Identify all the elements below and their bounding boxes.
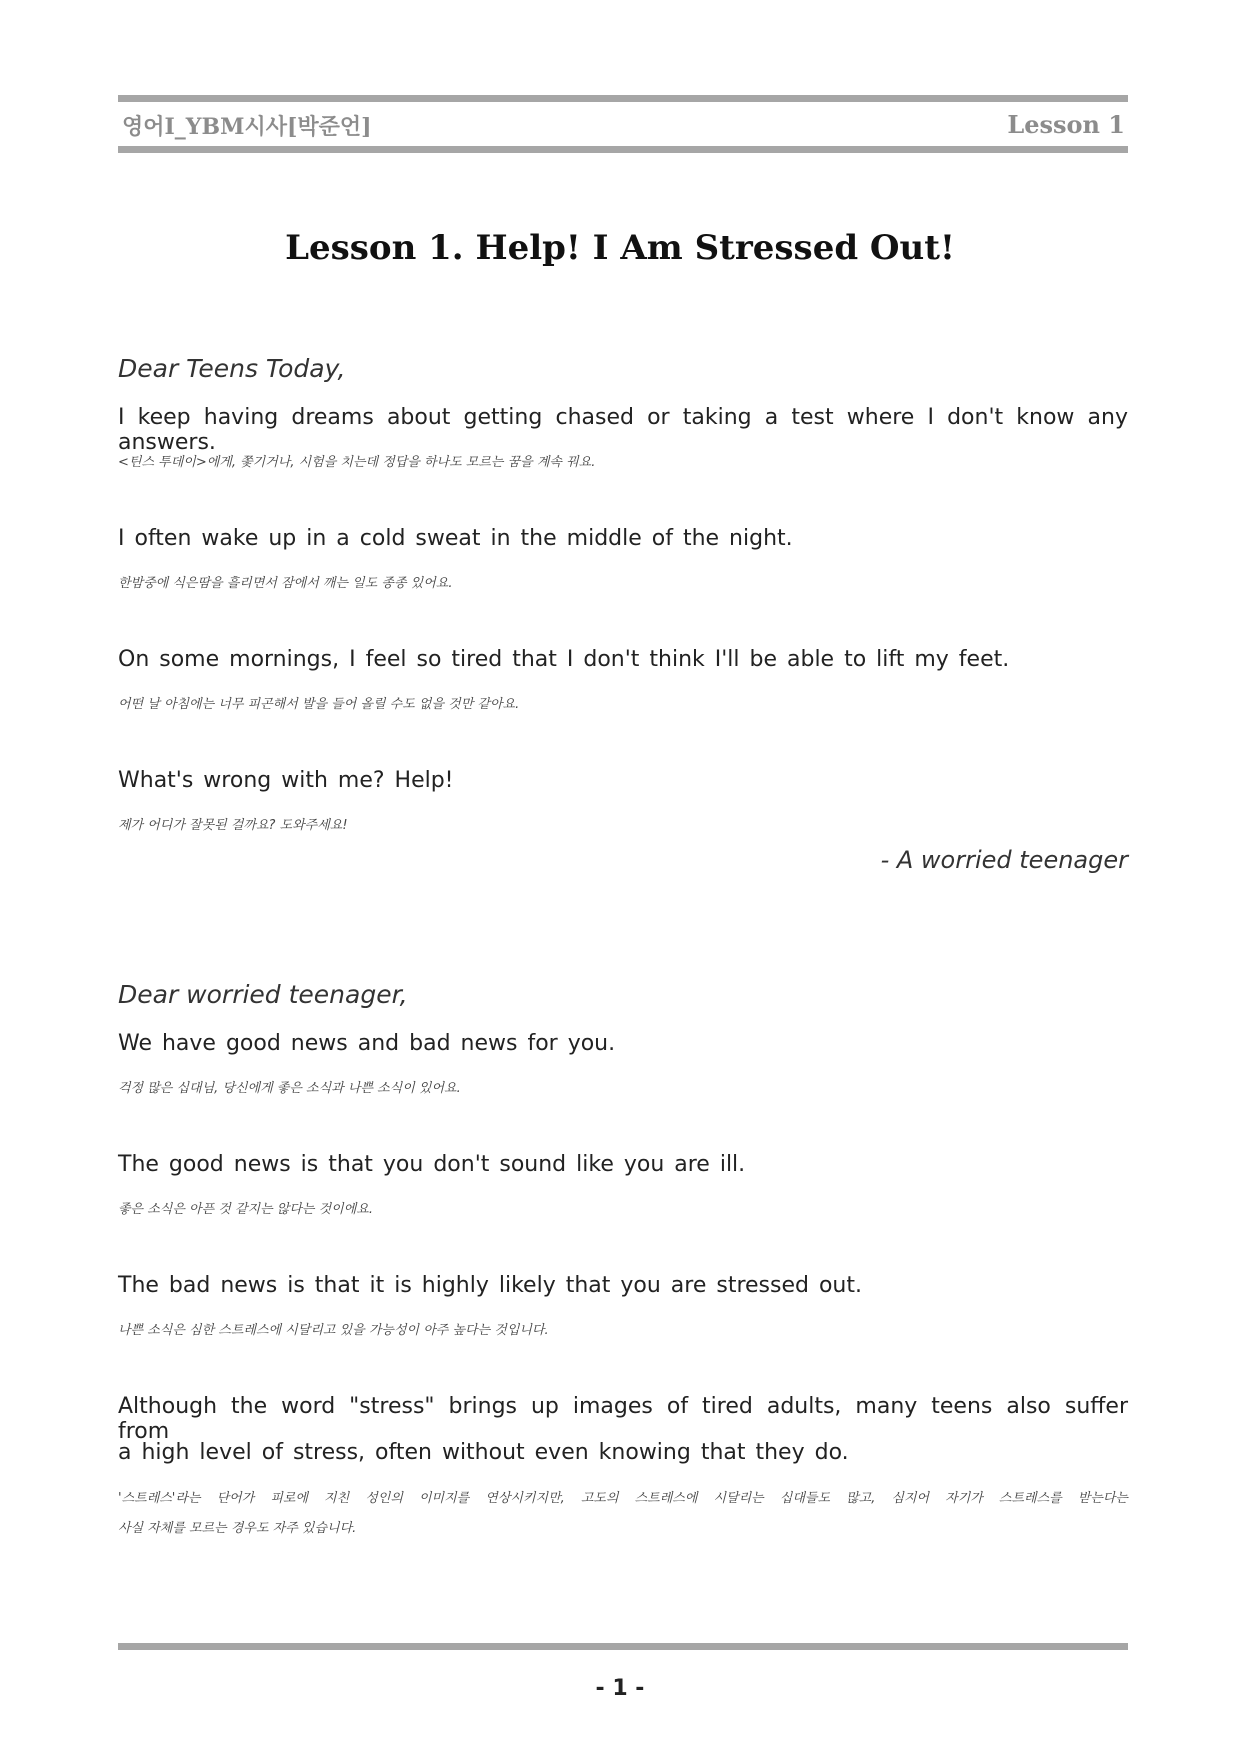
- header-bottom-rule: [118, 146, 1128, 153]
- letter1-sentence-2: I often wake up in a cold sweat in the middle of the night.: [118, 526, 793, 551]
- lesson-title: Lesson 1. Help! I Am Stressed Out!: [285, 228, 955, 268]
- letter2-sentence-4-line1: Although the word "stress" brings up images of tired adults, many teens also suffer from: [118, 1394, 1128, 1444]
- letter1-translation-3: 어떤 날 아침에는 너무 피곤해서 발을 들어 올릴 수도 없을 것만 같아요.: [118, 697, 520, 712]
- letter2-salutation: Dear worried teenager,: [118, 980, 408, 1009]
- letter1-sentence-4: What's wrong with me? Help!: [118, 768, 454, 793]
- letter2-sentence-4-line2: a high level of stress, often without even knowing that they do.: [118, 1440, 849, 1465]
- letter2-sentence-1: We have good news and bad news for you.: [118, 1031, 616, 1056]
- header-course-label: 영어I_YBM시사[박준언]: [122, 114, 372, 140]
- page-number: - 1 -: [595, 1676, 645, 1701]
- letter2-translation-2: 좋은 소식은 아픈 것 같지는 않다는 것이에요.: [118, 1202, 373, 1217]
- letter1-signature: - A worried teenager: [880, 846, 1128, 874]
- letter1-translation-4: 제가 어디가 잘못된 걸까요? 도와주세요!: [118, 818, 348, 833]
- letter2-translation-4-line1: '스트레스'라는 단어가 피로에 지친 성인의 이미지를 연상시키지만, 고도의 스트레스에 시달리는 십대들도 많고, 심지어 자기가 스트레스를 받는다는: [118, 1491, 1128, 1506]
- footer-rule: [118, 1643, 1128, 1650]
- letter1-sentence-3: On some mornings, I feel so tired that I don't think I'll be able to lift my feet.: [118, 647, 1010, 672]
- header-lesson-label: Lesson 1: [1007, 110, 1125, 139]
- header-top-rule: [118, 95, 1128, 102]
- letter1-sentence-1: I keep having dreams about getting chased or taking a test where I don't know any answers.: [118, 405, 1128, 455]
- letter2-sentence-2: The good news is that you don't sound like you are ill.: [118, 1152, 746, 1177]
- letter1-translation-1: <틴스 투데이>에게, 쫓기거나, 시험을 치는데 정답을 하나도 모르는 꿈을 계속 꿔요.: [118, 455, 596, 470]
- letter1-salutation: Dear Teens Today,: [118, 354, 346, 383]
- letter2-translation-1: 걱정 많은 십대님, 당신에게 좋은 소식과 나쁜 소식이 있어요.: [118, 1081, 461, 1096]
- letter2-sentence-3: The bad news is that it is highly likely that you are stressed out.: [118, 1273, 862, 1298]
- letter1-translation-2: 한밤중에 식은땀을 흘리면서 잠에서 깨는 일도 종종 있어요.: [118, 576, 453, 591]
- letter2-translation-3: 나쁜 소식은 심한 스트레스에 시달리고 있을 가능성이 아주 높다는 것입니다.: [118, 1323, 549, 1338]
- letter2-translation-4-line2: 사실 자체를 모르는 경우도 자주 있습니다.: [118, 1521, 357, 1536]
